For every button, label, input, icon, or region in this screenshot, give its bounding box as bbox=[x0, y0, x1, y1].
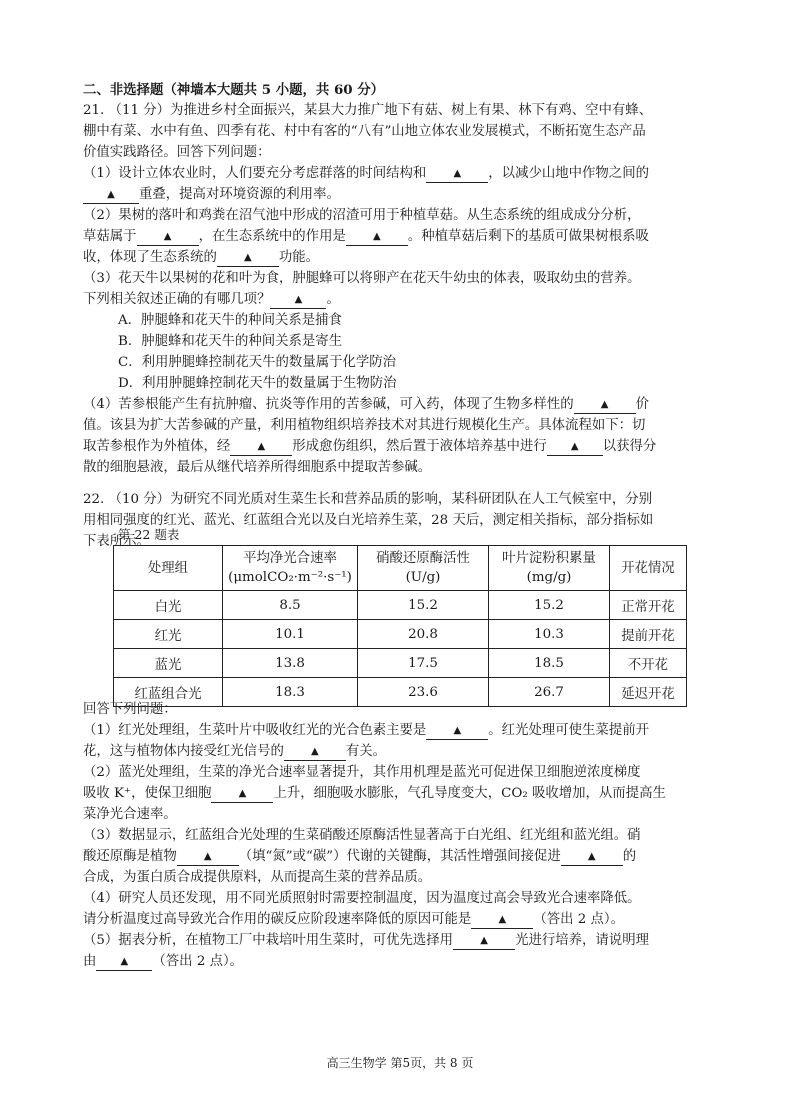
answer-blank[interactable]: ▲ bbox=[426, 166, 488, 183]
q22-part-2-cont: 吸收 K⁺，使保卫细胞 ▲ 上升，细胞吸水膨胀，气孔导度变大，CO₂ 吸收增加，从而提高生 bbox=[83, 786, 666, 801]
data-table bbox=[113, 545, 687, 707]
table-cell: 15.2 bbox=[489, 591, 610, 620]
answer-blank[interactable]: ▲ bbox=[453, 933, 515, 950]
q21-stem-line: 21. （11 分）为推进乡村全面振兴，某县大力推广地下有菇、树上有果、林下有鸡、空中有蜂、 bbox=[83, 103, 653, 118]
table-cell: 15.2 bbox=[358, 591, 489, 620]
table-header-cell: 平均净光合速率 (μmolCO₂·m⁻²·s⁻¹) bbox=[223, 546, 358, 591]
answer-blank[interactable]: ▲ bbox=[284, 744, 346, 761]
q22-part-4-cont: 请分析温度过高导致光合作用的碳反应阶段速率降低的原因可能是 ▲ （答出 2 点）。 bbox=[83, 912, 625, 927]
q21-part-2-cont: 草菇属于 ▲ ，在生态系统中的作用是 ▲ 。种植草菇后剩下的基质可做果树根系吸 bbox=[83, 229, 649, 244]
q22-part-2-cont: 菜净光合速率。 bbox=[83, 807, 177, 822]
table-cell: 13.8 bbox=[223, 649, 358, 678]
table-cell: 8.5 bbox=[223, 591, 358, 620]
q21-part-4-cont: 散的细胞悬液，最后从继代培养所得细胞系中提取苦参碱。 bbox=[83, 460, 432, 475]
q22-part-4: （4）研究人员还发现，用不同光质照射时需要控制温度，因为温度过高会导致光合速率降低。 bbox=[83, 891, 641, 906]
answer-blank[interactable]: ▲ bbox=[547, 439, 603, 456]
q22-part-3-cont: 酸还原酶是植物 ▲ （填“氮”或“碳”）代谢的关键酶，其活性增强间接促进 ▲ 的 bbox=[83, 849, 637, 864]
table-header-cell: 硝酸还原酶活性 (U/g) bbox=[358, 546, 489, 591]
option-a: A．肿腿蜂和花天牛的种间关系是捕食 bbox=[118, 313, 342, 328]
answer-blank[interactable]: ▲ bbox=[217, 250, 279, 267]
q21-part-1-cont: ▲ 重叠，提高对环境资源的利用率。 bbox=[83, 185, 340, 205]
q22-stem-line: 下表所示。 bbox=[83, 534, 150, 549]
table-cell: 10.1 bbox=[223, 620, 358, 649]
section-header: 二、非选择题（神墙本大题共 5 小题，共 60 分） bbox=[83, 82, 385, 98]
table-cell: 10.3 bbox=[489, 620, 610, 649]
answer-blank[interactable]: ▲ bbox=[137, 229, 199, 246]
q22-intro: 回答下列问题： bbox=[83, 702, 177, 717]
table-cell: 不开花 bbox=[610, 649, 687, 678]
table-cell: 17.5 bbox=[358, 649, 489, 678]
table-header-cell: 叶片淀粉积累量 (mg/g) bbox=[489, 546, 610, 591]
q22-part-5-cont: 由 ▲ （答出 2 点）。 bbox=[83, 954, 244, 969]
answer-blank[interactable]: ▲ bbox=[426, 723, 488, 740]
table-row bbox=[114, 649, 687, 678]
answer-blank[interactable]: ▲ bbox=[270, 292, 326, 309]
answer-blank[interactable]: ▲ bbox=[177, 849, 239, 866]
table-cell: 提前开花 bbox=[610, 620, 687, 649]
answer-blank[interactable]: ▲ bbox=[96, 954, 152, 971]
table-caption: 第 22 题表 bbox=[118, 527, 180, 542]
q21-part-2-cont: 收，体现了生态系统的 ▲ 功能。 bbox=[83, 250, 320, 265]
option-c: C．利用肿腿蜂控制花天牛的数量属于化学防治 bbox=[118, 355, 397, 370]
table-cell: 18.5 bbox=[489, 649, 610, 678]
table-cell: 18.3 bbox=[223, 678, 358, 707]
table-header-row bbox=[114, 546, 687, 591]
q21-part-4-cont: 取苦参根作为外植体，经 ▲ 形成愈伤组织，然后置于液体培养基中进行 ▲ 以获得分 bbox=[83, 439, 657, 454]
table-cell: 红蓝组合光 bbox=[114, 678, 223, 707]
table-cell: 延迟开花 bbox=[610, 678, 687, 707]
q22-stem-line: 22. （10 分）为研究不同光质对生菜生长和营养品质的影响，某科研团队在人工气候室中，分别 bbox=[83, 492, 653, 507]
q22-part-5: （5）据表分析，在植物工厂中栽培叶用生菜时，可优先选择用 ▲ 光进行培养，请说明理 bbox=[83, 933, 649, 948]
table-cell: 红光 bbox=[114, 620, 223, 649]
table-cell: 23.6 bbox=[358, 678, 489, 707]
table-row bbox=[114, 678, 687, 707]
table-row bbox=[114, 591, 687, 620]
q21-part-4-cont: 值。该县为扩大苦参碱的产量，利用植物组织培养技术对其进行规模化生产。具体流程如下：切 bbox=[83, 418, 646, 433]
q22-part-3-cont: 合成，为蛋白质合成提供原料，从而提高生菜的营养品质。 bbox=[83, 870, 432, 885]
answer-blank[interactable]: ▲ bbox=[574, 397, 636, 414]
table-cell: 正常开花 bbox=[610, 591, 687, 620]
q22-part-3: （3）数据显示，红蓝组合光处理的生菜硝酸还原酶活性显著高于白光组、红光组和蓝光组。硝 bbox=[83, 828, 641, 843]
q22-part-2: （2）蓝光处理组，生菜的净光合速率显著提升，其作用机理是蓝光可促进保卫细胞逆浓度梯度 bbox=[83, 765, 641, 780]
table-cell: 20.8 bbox=[358, 620, 489, 649]
option-d: D．利用肿腿蜂控制花天牛的数量属于生物防治 bbox=[118, 376, 397, 391]
option-b: B．肿腿蜂和花天牛的种间关系是寄生 bbox=[118, 334, 343, 349]
q21-stem-line: 棚中有菜、水中有鱼、四季有花、村中有客的“八有”山地立体农业发展模式，不断拓宽生态产品 bbox=[83, 124, 646, 139]
q22-part-1-cont: 花，这与植物体内接受红光信号的 ▲ 有关。 bbox=[83, 744, 387, 759]
answer-blank[interactable]: ▲ bbox=[230, 439, 292, 456]
answer-blank[interactable]: ▲ bbox=[346, 229, 408, 246]
answer-blank[interactable]: ▲ bbox=[561, 849, 623, 866]
q22-stem-line: 用相同强度的红光、蓝光、红蓝组合光以及白光培养生菜，28 天后，测定相关指标，部分指标如 bbox=[83, 513, 654, 528]
answer-blank[interactable]: ▲ bbox=[471, 912, 533, 929]
q21-part-3: （3）花天牛以果树的花和叶为食，肿腿蜂可以将卵产在花天牛幼虫的体表，吸取幼虫的营养。 bbox=[83, 271, 641, 286]
q21-stem-line: 价值实践路径。回答下列问题： bbox=[83, 145, 271, 160]
q21-part-3-cont: 下列相关叙述正确的有哪几项？ ▲ 。 bbox=[83, 292, 340, 307]
table-cell: 26.7 bbox=[489, 678, 610, 707]
q22-part-1: （1）红光处理组，生菜叶片中吸收红光的光合色素主要是 ▲ 。红光处理可使生菜提前开 bbox=[83, 723, 649, 738]
table-header-cell: 处理组 bbox=[114, 546, 223, 591]
q21-part-2: （2）果树的落叶和鸡粪在沼气池中形成的沼渣可用于种植草菇。从生态系统的组成成分分析， bbox=[83, 208, 641, 223]
page-footer: 高三生物学 第5页，共 8 页 bbox=[326, 1056, 474, 1070]
table-cell: 白光 bbox=[114, 591, 223, 620]
table-row bbox=[114, 620, 687, 649]
answer-blank[interactable]: ▲ bbox=[211, 786, 273, 803]
answer-blank[interactable]: ▲ bbox=[83, 187, 139, 204]
q21-part-1: （1）设计立体农业时，人们要充分考虑群落的时间结构和 ▲ ，以减少山地中作物之间的 bbox=[83, 166, 649, 181]
table-cell: 蓝光 bbox=[114, 649, 223, 678]
table-header-cell: 开花情况 bbox=[610, 546, 687, 591]
q21-part-4: （4）苦参根能产生有抗肿瘤、抗炎等作用的苦参碱，可入药，体现了生物多样性的 ▲ 价 bbox=[83, 397, 649, 412]
